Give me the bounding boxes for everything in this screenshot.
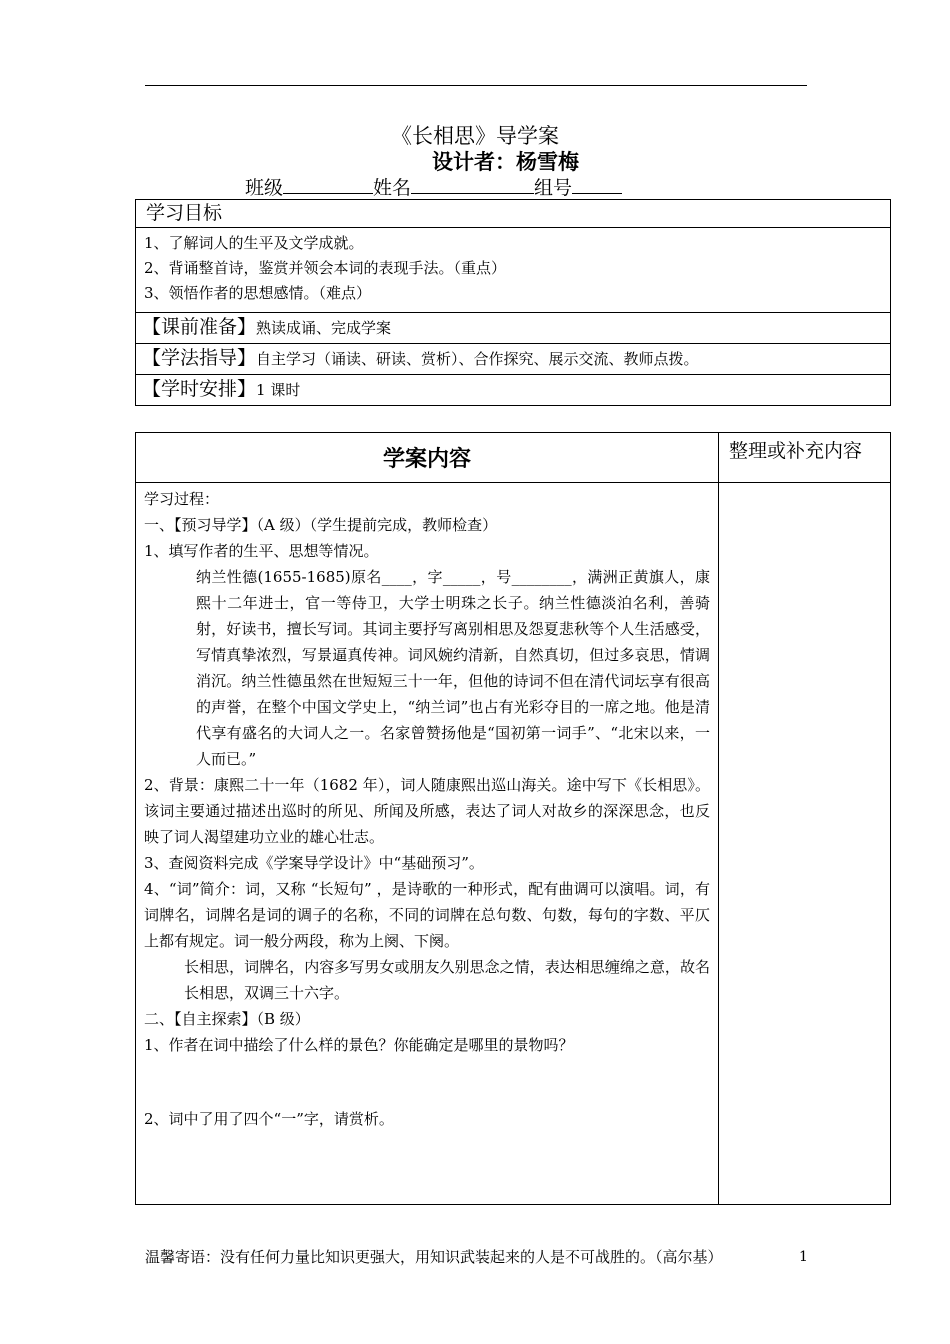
class-blank[interactable] <box>283 175 373 194</box>
method-row <box>136 344 891 375</box>
ci-intro: 4、“词”简介：词，又称 “长短句” ，是诗歌的一种形式，配有曲调可以演唱。词，有词牌名，词牌名是词的调子的名称，不同的词牌在总句数、句数，每句的字数、平仄上都有规定。词一般分两段，称为上阕、下阕。 <box>144 880 710 950</box>
part2-title: 二、【自主探索】（B 级） <box>144 1010 310 1028</box>
author-bio: 纳兰性德(1655-1685)原名____，字_____，号________，满洲正黄旗人，康熙十二年进士，官一等侍卫，大学士明珠之长子。纳兰性德淡泊名利，善骑射，好读书，擅长写词。其词主要抒写离别相思及怨夏悲秋等个人生活感受，写情真挚浓烈，写景逼真传神。词风婉约清新，自然真切，但过多哀思，情调消沉。纳兰性德虽然在世短短三十一年，但他的诗词不但在清代词坛享有很高的声誉，在整个中国文学史上，“纳兰词”也占有光彩夺目的一席之地。他是清代享有盛名的大词人之一。名家曾赞扬他是“国初第一词手”、“北宋以来，一人而已。” <box>196 568 710 768</box>
background-text: 2、背景：康熙二十一年（1682 年），词人随康熙出巡山海关。途中写下《长相思》。该词主要通过描述出巡时的所见、所闻及所感，表达了词人对故乡的深深思念，也反映了词人渴望建功立业的雄心壮志。 <box>144 776 710 846</box>
part1-title: 一、【预习导学】（A 级）（学生提前完成，教师检查） <box>144 516 498 534</box>
plan-main-heading: 学案内容 <box>136 433 719 483</box>
method-label: 【学法指导】 <box>142 347 257 369</box>
designer-line: 设计者：杨雪梅 <box>432 150 579 174</box>
prep-row <box>136 313 891 344</box>
notes-column[interactable] <box>719 483 891 1205</box>
objective-item: 3、领悟作者的思想感情。（难点） <box>144 284 372 302</box>
name-label: 姓名 <box>373 177 412 199</box>
prep-value: 熟读成诵、完成学案 <box>256 319 392 337</box>
objective-item: 1、了解词人的生平及文学成就。 <box>144 234 364 252</box>
plan-content <box>136 483 719 1205</box>
question-2: 2、词中了用了四个“一”字，请赏析。 <box>144 1110 394 1128</box>
class-label: 班级 <box>245 177 284 199</box>
plan-table <box>135 432 891 1205</box>
answer-space-1[interactable] <box>144 1058 710 1106</box>
item1: 1、填写作者的生平、思想等情况。 <box>144 542 379 560</box>
schedule-label: 【学时安排】 <box>142 378 257 400</box>
objectives-list <box>136 228 891 313</box>
footer-motto: 温馨寄语：没有任何力量比知识更强大，用知识武装起来的人是不可战胜的。（高尔基） <box>145 1248 723 1266</box>
plan-side-heading: 整理或补充内容 <box>719 433 891 483</box>
group-label: 组号 <box>534 177 573 199</box>
header-rule <box>145 85 807 86</box>
schedule-row <box>136 375 891 406</box>
question-1: 1、作者在词中描绘了什么样的景色？你能确定是哪里的景物吗？ <box>144 1036 574 1054</box>
method-value: 自主学习（诵读、研读、赏析）、合作探究、展示交流、教师点拨。 <box>256 350 699 368</box>
group-blank[interactable] <box>572 175 622 194</box>
schedule-value: 1 课时 <box>256 381 301 399</box>
item3: 3、查阅资料完成《学案导学设计》中“基础预习”。 <box>144 854 484 872</box>
objectives-table <box>135 199 891 406</box>
objective-item: 2、背诵整首诗，鉴赏并领会本词的表现手法。（重点） <box>144 259 507 277</box>
prep-label: 【课前准备】 <box>142 316 257 338</box>
page-number: 1 <box>799 1249 808 1265</box>
student-info-line <box>245 175 622 200</box>
page-title: 《长相思》导学案 <box>391 124 559 148</box>
name-blank[interactable] <box>411 175 534 194</box>
process-label: 学习过程： <box>144 490 220 508</box>
objectives-heading: 学习目标 <box>136 200 891 228</box>
cipai-text: 长相思，词牌名，内容多写男女或朋友久别思念之情，表达相思缠绵之意，故名长相思，双调三十六字。 <box>184 958 710 1002</box>
